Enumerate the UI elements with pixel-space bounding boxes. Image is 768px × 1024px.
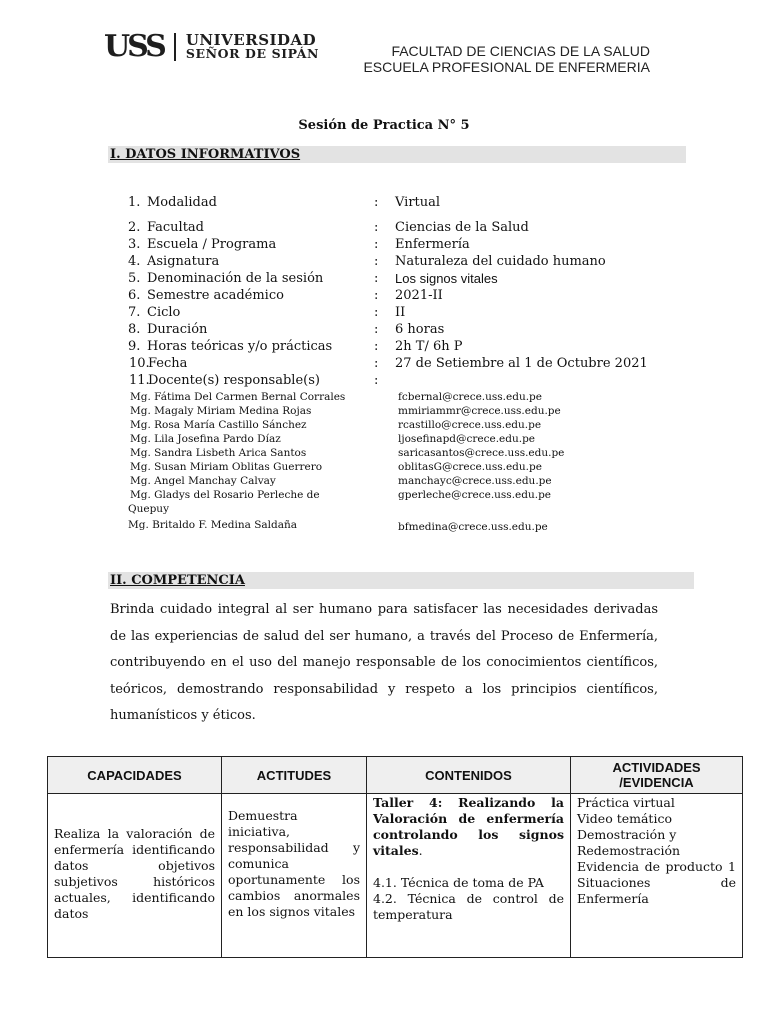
header-capacidades: CAPACIDADES bbox=[48, 757, 222, 794]
section-2-heading: II. COMPETENCIA bbox=[110, 573, 245, 588]
docente-email: saricasantos@crece.uss.edu.pe bbox=[398, 447, 565, 459]
info-row-value: 2021-II bbox=[395, 288, 443, 303]
info-row-colon: : bbox=[374, 373, 379, 388]
info-row-value: Virtual bbox=[395, 195, 441, 210]
info-row-number: 3. bbox=[128, 237, 141, 252]
actividad-1: Práctica virtual bbox=[577, 795, 675, 810]
header-actividades: ACTIVIDADES /EVIDENCIA bbox=[571, 757, 743, 794]
logo-divider bbox=[174, 33, 176, 61]
actividad-4: Evidencia de producto 1 Situaciones de Enfermería bbox=[577, 859, 736, 906]
docente-row bbox=[0, 404, 768, 418]
actividad-3: Demostración y Redemostración bbox=[577, 827, 681, 858]
faculty-line-1: FACULTAD DE CIENCIAS DE LA SALUD bbox=[391, 43, 650, 59]
docente-name: Mg. Magaly Miriam Medina Rojas bbox=[130, 405, 312, 417]
info-row-number: 9. bbox=[128, 339, 141, 354]
docente-row bbox=[0, 418, 768, 432]
docente-name: Mg. Rosa María Castillo Sánchez bbox=[130, 419, 307, 431]
table-row bbox=[48, 794, 743, 958]
info-row-colon: : bbox=[374, 271, 379, 286]
info-row-label: Docente(s) responsable(s) bbox=[148, 373, 320, 388]
info-row-label: Denominación de la sesión bbox=[147, 271, 324, 286]
capacidades-table bbox=[47, 756, 743, 958]
info-row bbox=[0, 219, 768, 236]
info-row-colon: : bbox=[374, 220, 379, 235]
info-row-label: Semestre académico bbox=[147, 288, 284, 303]
info-row-value: 6 horas bbox=[395, 322, 445, 337]
info-row-colon: : bbox=[374, 254, 379, 269]
section-1-heading: I. DATOS INFORMATIVOS bbox=[110, 147, 301, 162]
info-row-label: Asignatura bbox=[147, 254, 220, 269]
contenidos-item-2: 4.2. Técnica de control de temperatura bbox=[373, 891, 564, 922]
info-row-colon: : bbox=[374, 237, 379, 252]
info-row-number: 8. bbox=[128, 322, 141, 337]
info-row-colon: : bbox=[374, 195, 379, 210]
page-title: Sesión de Practica N° 5 bbox=[298, 118, 470, 133]
info-row-colon: : bbox=[374, 288, 379, 303]
info-row-number: 2. bbox=[128, 220, 141, 235]
info-row bbox=[0, 372, 768, 389]
info-row bbox=[0, 287, 768, 304]
info-row-number: 4. bbox=[128, 254, 141, 269]
info-row-label: Horas teóricas y/o prácticas bbox=[147, 339, 333, 354]
header-contenidos: CONTENIDOS bbox=[367, 757, 571, 794]
docente-row bbox=[0, 474, 768, 488]
info-row-value: 27 de Setiembre al 1 de Octubre 2021 bbox=[395, 356, 648, 371]
info-row-colon: : bbox=[374, 339, 379, 354]
logo-text bbox=[186, 33, 319, 61]
info-row bbox=[0, 253, 768, 270]
info-row-number: 10. bbox=[129, 356, 150, 371]
info-row bbox=[0, 194, 768, 211]
info-row-value: 2h T/ 6h P bbox=[395, 339, 463, 354]
cell-actividades bbox=[571, 794, 743, 958]
info-row-value: II bbox=[395, 305, 406, 320]
docente-row bbox=[0, 488, 768, 502]
info-row-label: Facultad bbox=[147, 220, 204, 235]
docente-row bbox=[0, 460, 768, 474]
info-row bbox=[0, 338, 768, 355]
docente-name: Mg. Gladys del Rosario Perleche de bbox=[130, 489, 320, 501]
docente-name: Mg. Lila Josefina Pardo Díaz bbox=[130, 433, 281, 445]
competencia-text: Brinda cuidado integral al ser humano para satisfacer las necesidades derivadas de las experiencias de salud del ser humano, a través del Proceso de Enfermería, contribuyendo en el uso del manejo responsable de los conocimientos científicos, teóricos, demostrando responsabilidad y respeto a los principios científicos, humanísticos y éticos. bbox=[110, 602, 658, 723]
docente-email: gperleche@crece.uss.edu.pe bbox=[398, 489, 551, 501]
info-row bbox=[0, 236, 768, 253]
info-row-number: 5. bbox=[128, 271, 141, 286]
cell-actitudes: Demuestra iniciativa, responsabilidad y comunica oportunamente los cambios anormales en los signos vitales bbox=[222, 794, 367, 958]
docente-name: Quepuy bbox=[128, 503, 170, 515]
info-row-label: Escuela / Programa bbox=[147, 237, 277, 252]
info-row-colon: : bbox=[374, 356, 379, 371]
docente-name: Mg. Susan Miriam Oblitas Guerrero bbox=[130, 461, 323, 473]
docente-row bbox=[0, 390, 768, 404]
info-row-number: 1. bbox=[128, 195, 141, 210]
info-row-value: Los signos vitales bbox=[395, 271, 498, 286]
info-row bbox=[0, 321, 768, 338]
contenidos-item-1: 4.1. Técnica de toma de PA bbox=[373, 875, 544, 890]
info-row-number: 6. bbox=[128, 288, 141, 303]
info-row-number: 11. bbox=[129, 373, 150, 388]
table-header-row bbox=[48, 757, 743, 794]
docente-name: Mg. Britaldo F. Medina Saldaña bbox=[128, 519, 298, 531]
cell-contenidos: Taller 4: Realizando la Valoración de enfermería controlando los signos vitales. 4.1. Técnica de toma de PA 4.2. Técnica de control de temperatura bbox=[367, 794, 571, 958]
logo-line-2: SEÑOR DE SIPÁN bbox=[185, 46, 320, 61]
faculty-line-2: ESCUELA PROFESIONAL DE ENFERMERIA bbox=[363, 59, 650, 75]
info-row-number: 7. bbox=[128, 305, 141, 320]
info-row-label: Ciclo bbox=[147, 305, 181, 320]
docente-email: fcbernal@crece.uss.edu.pe bbox=[398, 391, 542, 403]
docente-email: oblitasG@crece.uss.edu.pe bbox=[398, 461, 542, 473]
docente-email: mmiriammr@crece.uss.edu.pe bbox=[398, 405, 561, 417]
info-row-label: Modalidad bbox=[147, 195, 217, 210]
info-row bbox=[0, 304, 768, 321]
docente-row bbox=[0, 432, 768, 446]
info-row-value: Naturaleza del cuidado humano bbox=[395, 254, 606, 269]
info-row-label: Duración bbox=[147, 322, 208, 337]
docente-name: Mg. Fátima Del Carmen Bernal Corrales bbox=[130, 391, 346, 403]
docente-row bbox=[0, 446, 768, 460]
info-row-colon: : bbox=[374, 322, 379, 337]
info-row bbox=[0, 270, 768, 287]
contenidos-title: Taller 4: Realizando la Valoración de enfermería controlando los signos vitales bbox=[373, 795, 564, 858]
docente-email: rcastillo@crece.uss.edu.pe bbox=[398, 419, 542, 431]
logo-mark: USS bbox=[104, 29, 164, 64]
info-row bbox=[0, 355, 768, 372]
docente-name: Mg. Angel Manchay Calvay bbox=[130, 475, 276, 487]
actividad-2: Video temático bbox=[577, 811, 672, 826]
cell-capacidades: Realiza la valoración de enfermería identificando datos objetivos subjetivos históricos actuales, identificando datos bbox=[48, 794, 222, 958]
info-row-value: Ciencias de la Salud bbox=[395, 220, 529, 235]
info-row-value: Enfermería bbox=[395, 237, 470, 252]
info-row-colon: : bbox=[374, 305, 379, 320]
header-actitudes: ACTITUDES bbox=[222, 757, 367, 794]
university-logo bbox=[104, 30, 319, 64]
info-row-label: Fecha bbox=[148, 356, 188, 371]
logo-line-1: UNIVERSIDAD bbox=[185, 31, 317, 49]
docente-row bbox=[0, 502, 768, 516]
docente-name: Mg. Sandra Lisbeth Arica Santos bbox=[130, 447, 307, 459]
docente-row bbox=[0, 518, 768, 532]
docente-email: bfmedina@crece.uss.edu.pe bbox=[398, 521, 548, 533]
docente-email: ljosefinapd@crece.edu.pe bbox=[398, 433, 536, 445]
docente-email: manchayc@crece.uss.edu.pe bbox=[398, 475, 552, 487]
